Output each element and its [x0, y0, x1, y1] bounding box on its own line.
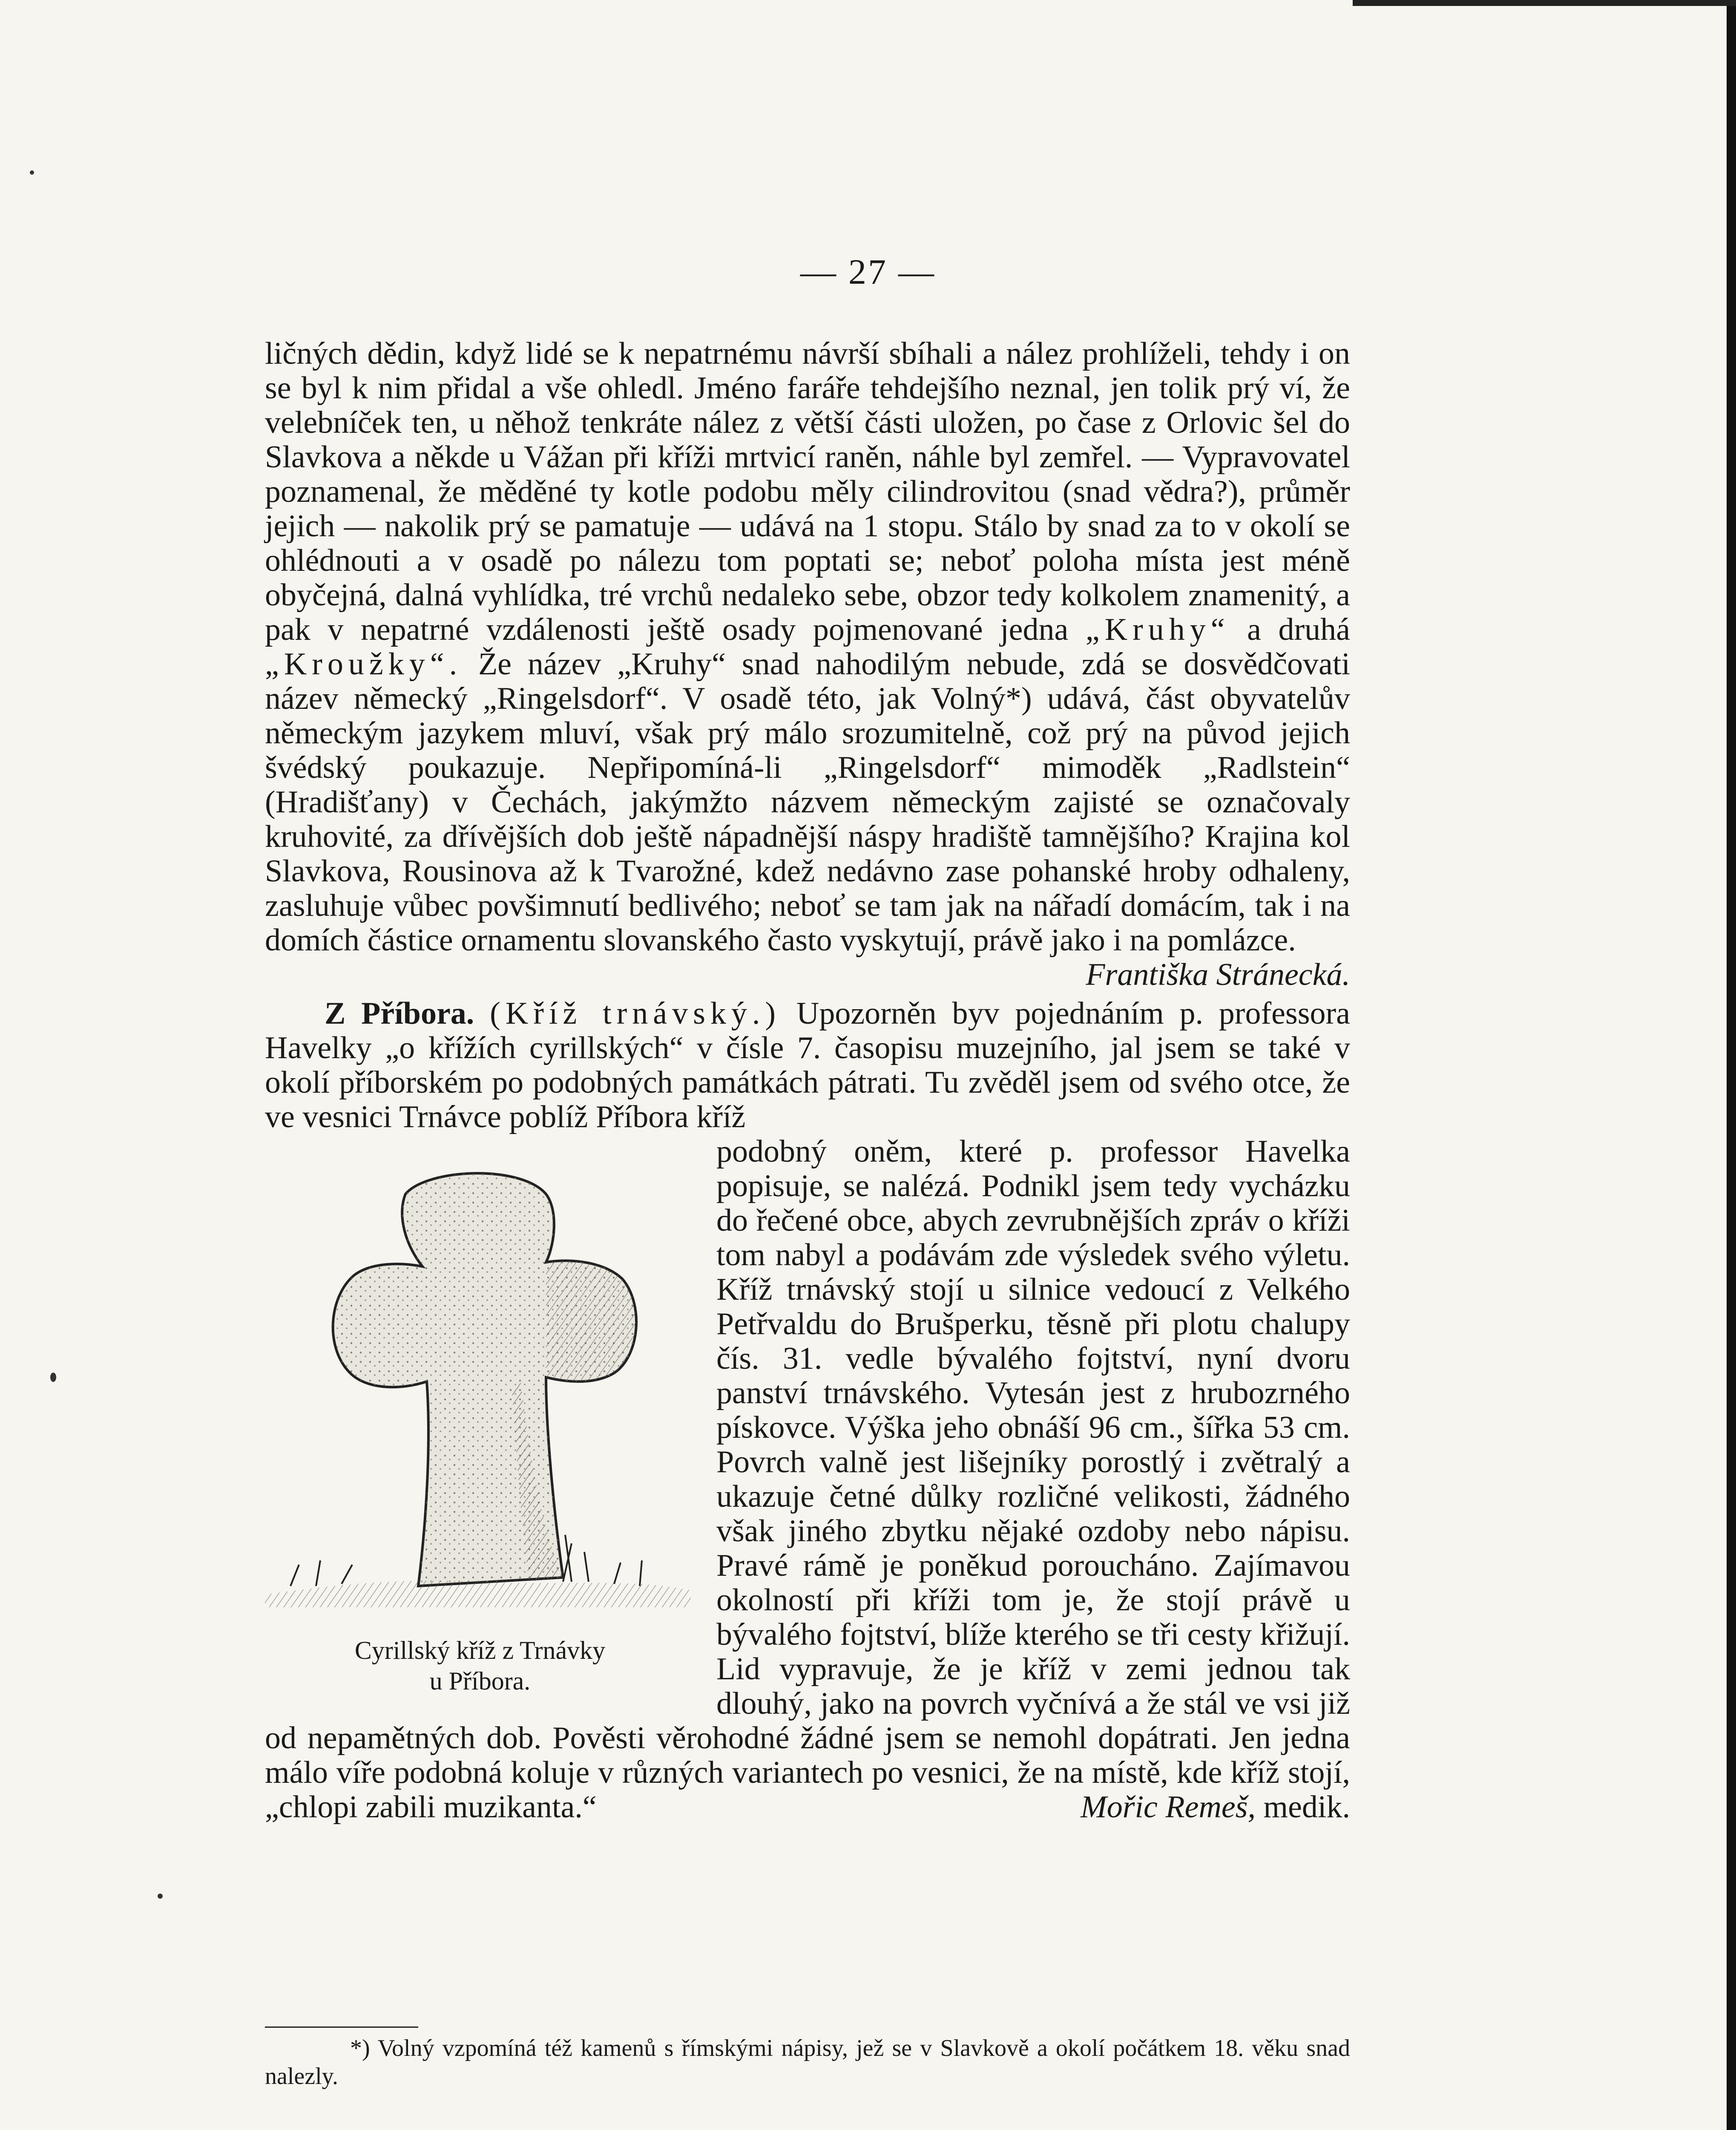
article-2-body: podobný oněm, které p. professor Havelka popisuje, se nalézá. Podnikl jsem tedy vycházku do řečené obce, abych zevrubnějších zpráv o kříži tom nabyl a podávám zde výsledek svého výletu. Kříž trnávský stojí u silnice vedoucí z Velkého Petřvaldu do Brušperku, těsně při plotu chalupy čís. 31. vedle bývalého fojtství, nyní dvoru panství trnávského. Vytesán jest z hrubozrného pískovce. Výška jeho obnáší 96 cm., šířka 53 cm. Povrch valně jest lišejníky porostlý i zvětralý a ukazuje četné důlky rozličné velikosti, žádného však jiného zbytku nějaké ozdoby nebo nápisu. Pravé rámě je poněkud poroucháno. Zajímavou okolností při kříži tom je, že stojí právě u bývalého fojtství, blíže kterého se tři cesty křižují. Lid vypravuje, že je kříž v zemi jednou tak dlouhý, jako na povrch vyčnívá a že stál ve vsi již od nepamětných dob. Pověsti věrohodné žádné jsem se nemohl dopátrati. Jen jedna málo víře podobná koluje v různých variantech po vesnici, že na místě, kde kříž stojí, „chlopi zabili muzikanta.“ [265, 1134, 1350, 1825]
figure-cross [265, 1134, 695, 1714]
scan-speck [30, 170, 34, 175]
signature-name: Mořic Remeš, [1081, 1790, 1256, 1825]
article-2-intro [265, 996, 1350, 1134]
body-text: a druhá [1247, 612, 1351, 647]
scan-speck [158, 1894, 163, 1899]
caption-line-2: u Příbora. [429, 1667, 531, 1695]
article-subheading: (Kříž trnávský.) [490, 996, 781, 1031]
body-text: ličných dědin, když lidé se k nepatrnému návrší sbíhali a nález prohlíželi, tehdy i on se byl k nim přidal a vše ohledl. Jméno faráře tehdejšího neznal, jen tolik prý ví, že velebníček ten, u něhož tenkráte nález z větší části uložen, po čase z Orlovic šel do Slavkova a někde u Vážan při kříži mrtvicí raněn, náhle byl zemřel. — Vypravovatel poznamenal, že měděné ty kotle podobu měly cilindrovitou (snad vědra?), průměr jejich — nakolik prý se pamatuje — udává na 1 stopu. Stálo by snad za to v okolí se ohlédnouti a v osadě po nálezu tom poptati se; neboť poloha místa jest méně obyčejná, dalná vyhlídka, tré vrchů nedaleko sebe, obzor tedy kolkolem znamenitý, a pak v nepatrné vzdálenosti ještě osady pojmenované jedna [265, 336, 1350, 647]
figure-caption [265, 1635, 695, 1696]
caption-line-1: Cyrillský kříž z Trnávky [354, 1636, 606, 1664]
scan-edge-top [1353, 0, 1736, 6]
author-signature: Františka Stránecká. [1086, 957, 1350, 992]
scan-edge-right [1727, 0, 1736, 2130]
place-name-kruhy: „Kruhy“ [1085, 612, 1230, 647]
stone-cross-illustration [265, 1134, 695, 1629]
page-number: — 27 — [800, 252, 936, 292]
signature-title: medik. [1263, 1790, 1350, 1825]
body-text: Upozorněn byv pojednáním p. professora Havelky „o křížích cyrillských“ v čísle 7. časopisu muzejního, jal jsem se také v okolí příborském po podobných památkách pátrati. Tu zvěděl jsem od svého otce, že ve vesnici Trnávce poblíž Příbora kříž [265, 996, 1351, 1134]
footnote-rule [265, 2026, 418, 2028]
place-name-krouzky: „Kroužky“. [265, 647, 463, 682]
footnote: *) Volný vzpomíná též kamenů s římskými nápisy, jež se v Slavkově a okolí počátkem 18. věku snad nalezly. [265, 2035, 1350, 2090]
body-text: Že název „Kruhy“ snad nahodilým nebude, zdá se dosvědčovati název německý „Ringelsdorf“. V osadě této, jak Volný*) udává, část obyvatelův německým jazykem mluví, však prý málo srozumitelně, což prý na původ jejich švédský poukazuje. Nepřipomíná-li „Ringelsdorf“ mimoděk „Radlstein“ (Hradišťany) v Čechách, jakýmžto názvem německým zajisté se označovaly kruhovité, za dřívějších dob ještě nápadnější náspy hradiště tamnějšího? Krajina kol Slavkova, Rousinova až k Tvarožné, kdež nedávno zase pohanské hroby odhaleny, zasluhuje vůbec povšimnutí bedlivého; neboť se tam jak na nářadí domácím, tak i na domích částice ornamentu slovanského často vyskytují, právě jako i na pomlázce. [265, 647, 1351, 958]
article-continuation [265, 337, 1350, 1825]
article-heading: Z Příbora. [325, 996, 474, 1031]
article-body [265, 337, 1350, 958]
scan-speck [50, 1373, 56, 1382]
